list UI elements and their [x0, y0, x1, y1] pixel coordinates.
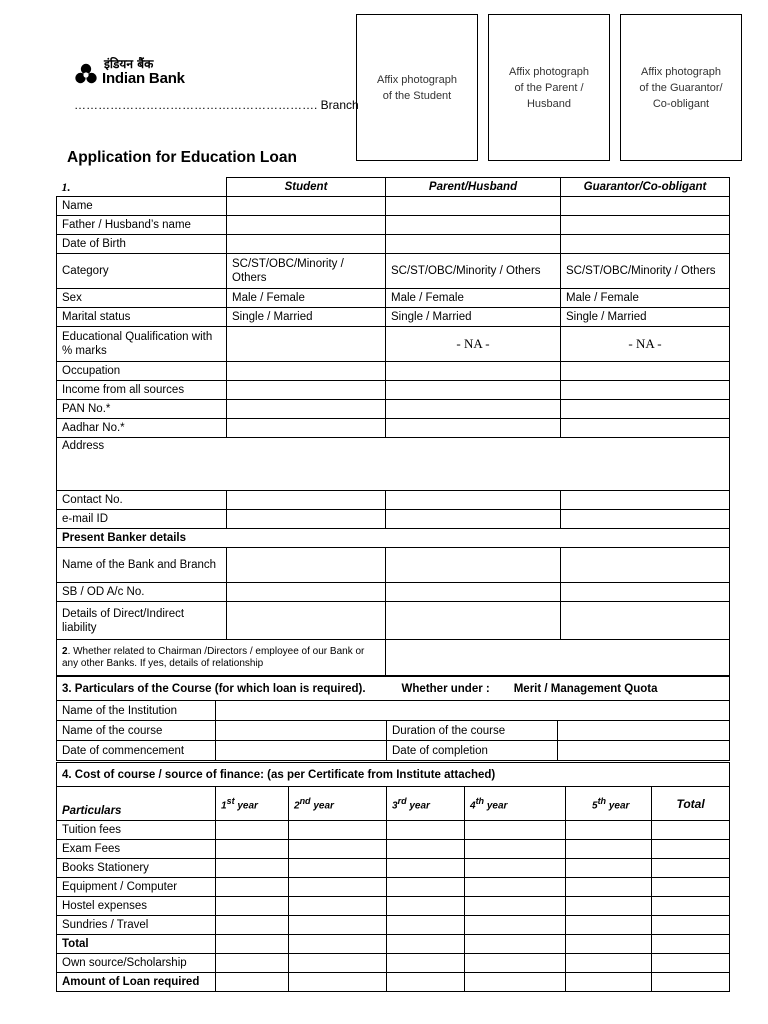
father-parent-cell[interactable]: [386, 216, 561, 235]
sex-guarantor-cell[interactable]: Male / Female: [561, 289, 730, 308]
cost-cell[interactable]: [566, 859, 652, 878]
field-label: Address: [62, 440, 105, 452]
table-row: [57, 548, 730, 583]
field-label: Tuition fees: [57, 821, 216, 840]
cost-cell[interactable]: [465, 840, 566, 859]
applicant-details-table: [56, 177, 730, 640]
cost-cell[interactable]: [465, 973, 566, 992]
year-4-header: 4th year: [465, 787, 566, 821]
education-guarantor-na: - NA -: [561, 327, 730, 362]
sex-parent-cell[interactable]: Male / Female: [386, 289, 561, 308]
photo-box-guarantor[interactable]: Affix photograph of the Guarantor/ Co-obligant: [620, 14, 742, 161]
cost-cell[interactable]: [566, 916, 652, 935]
present-banker-heading: Present Banker details: [57, 529, 730, 548]
cost-cell[interactable]: [566, 840, 652, 859]
field-label: Sex: [57, 289, 227, 308]
cost-cell[interactable]: [289, 840, 387, 859]
cost-cell[interactable]: [216, 897, 289, 916]
table-row: [57, 491, 730, 510]
address-cell[interactable]: [57, 438, 730, 491]
completion-cell[interactable]: [558, 741, 730, 761]
total-header: Total: [652, 787, 730, 821]
bank-guarantor-cell[interactable]: [561, 548, 730, 583]
cost-cell[interactable]: [387, 840, 465, 859]
table-row: [57, 701, 730, 721]
occupation-student-cell[interactable]: [227, 362, 386, 381]
cost-cell[interactable]: [465, 935, 566, 954]
table-row: [57, 821, 730, 840]
cost-cell[interactable]: [465, 821, 566, 840]
field-label: Own source/Scholarship: [57, 954, 216, 973]
total-row-label: Total: [57, 935, 216, 954]
institution-cell[interactable]: [216, 701, 730, 721]
sbod-student-cell[interactable]: [227, 583, 386, 602]
liability-parent-cell[interactable]: [386, 602, 561, 640]
cost-cell[interactable]: [566, 973, 652, 992]
cost-cell[interactable]: [216, 954, 289, 973]
cost-cell[interactable]: [652, 878, 730, 897]
table-row: [57, 602, 730, 640]
table-row: [57, 741, 730, 761]
cost-cell[interactable]: [566, 897, 652, 916]
table-row: [57, 640, 730, 676]
email-parent-cell[interactable]: [386, 510, 561, 529]
category-guarantor-cell[interactable]: SC/ST/OBC/Minority / Others: [561, 254, 730, 289]
sbod-guarantor-cell[interactable]: [561, 583, 730, 602]
name-guarantor-cell[interactable]: [561, 197, 730, 216]
sbod-parent-cell[interactable]: [386, 583, 561, 602]
bank-logo: [74, 56, 204, 92]
field-label: Equipment / Computer: [57, 878, 216, 897]
section3-heading: 3. Particulars of the Course (for which loan is required). Whether under : Merit / Management Quota: [57, 677, 730, 701]
field-label: Books Stationery: [57, 859, 216, 878]
particulars-header: Particulars: [57, 787, 216, 821]
cost-cell[interactable]: [216, 935, 289, 954]
cost-of-course-table: [56, 762, 730, 992]
cost-cell[interactable]: [387, 916, 465, 935]
table-row: [57, 529, 730, 548]
liability-guarantor-cell[interactable]: [561, 602, 730, 640]
section4-heading: 4. Cost of course / source of finance: (as per Certificate from Institute attached): [57, 763, 730, 787]
field-label: Name of the course: [57, 721, 216, 741]
table-row: [57, 254, 730, 289]
table-row: [57, 878, 730, 897]
year-5-header: 5th year: [566, 787, 652, 821]
income-student-cell[interactable]: [227, 381, 386, 400]
field-label: Name: [57, 197, 227, 216]
course-particulars-table: [56, 676, 730, 761]
marital-guarantor-cell[interactable]: Single / Married: [561, 308, 730, 327]
table-row: [57, 763, 730, 787]
cost-cell[interactable]: [465, 897, 566, 916]
branch-line[interactable]: ……………………………………………………. Branch: [74, 98, 359, 112]
marital-student-cell[interactable]: Single / Married: [227, 308, 386, 327]
table-row: [57, 897, 730, 916]
cost-cell[interactable]: [387, 821, 465, 840]
cost-cell[interactable]: [289, 954, 387, 973]
field-label: Category: [57, 254, 227, 289]
cost-cell[interactable]: [652, 859, 730, 878]
cost-cell[interactable]: [652, 973, 730, 992]
dob-guarantor-cell[interactable]: [561, 235, 730, 254]
income-guarantor-cell[interactable]: [561, 381, 730, 400]
field-label: Duration of the course: [387, 721, 558, 741]
field-label: Father / Husband’s name: [57, 216, 227, 235]
field-label: PAN No.*: [57, 400, 227, 419]
cost-cell[interactable]: [216, 840, 289, 859]
cost-cell[interactable]: [289, 878, 387, 897]
dob-parent-cell[interactable]: [386, 235, 561, 254]
table-row: [57, 973, 730, 992]
col-student: Student: [227, 178, 386, 197]
cost-cell[interactable]: [566, 954, 652, 973]
page-title: Application for Education Loan: [67, 149, 297, 166]
cost-cell[interactable]: [289, 973, 387, 992]
field-label: e-mail ID: [57, 510, 227, 529]
name-parent-cell[interactable]: [386, 197, 561, 216]
cost-cell[interactable]: [652, 840, 730, 859]
table-header-row: [57, 787, 730, 821]
cost-cell[interactable]: [387, 935, 465, 954]
table-row: [57, 419, 730, 438]
cost-cell[interactable]: [465, 878, 566, 897]
cost-cell[interactable]: [289, 859, 387, 878]
category-parent-cell[interactable]: SC/ST/OBC/Minority / Others: [386, 254, 561, 289]
cost-cell[interactable]: [387, 954, 465, 973]
relationship-question: 2. Whether related to Chairman /Directors / employee of our Bank or any other Banks. If yes, details of relationship: [57, 640, 386, 676]
cost-cell[interactable]: [652, 916, 730, 935]
field-label: SB / OD A/c No.: [57, 583, 227, 602]
cost-cell[interactable]: [566, 935, 652, 954]
relationship-answer-cell[interactable]: [386, 640, 730, 676]
cost-cell[interactable]: [465, 916, 566, 935]
email-guarantor-cell[interactable]: [561, 510, 730, 529]
cost-cell[interactable]: [465, 954, 566, 973]
cost-cell[interactable]: [216, 916, 289, 935]
name-student-cell[interactable]: [227, 197, 386, 216]
field-label: Date of commencement: [57, 741, 216, 761]
photo-box-student[interactable]: Affix photograph of the Student: [356, 14, 478, 161]
cost-cell[interactable]: [387, 859, 465, 878]
aadhar-student-cell[interactable]: [227, 419, 386, 438]
table-row: [57, 216, 730, 235]
cost-cell[interactable]: [652, 821, 730, 840]
table-row: [57, 840, 730, 859]
cost-cell[interactable]: [216, 973, 289, 992]
table-row: [57, 677, 730, 701]
field-label: Date of Birth: [57, 235, 227, 254]
table-row: [57, 859, 730, 878]
occupation-guarantor-cell[interactable]: [561, 362, 730, 381]
quota-selector[interactable]: Merit / Management Quota: [513, 682, 658, 695]
relationship-table: [56, 639, 730, 676]
bank-name: Indian Bank: [102, 70, 185, 87]
field-label: Sundries / Travel: [57, 916, 216, 935]
field-label: Name of the Bank and Branch: [57, 548, 227, 583]
pan-parent-cell[interactable]: [386, 400, 561, 419]
cost-cell[interactable]: [216, 878, 289, 897]
bank-name-hindi: इंडियन बैंक: [104, 57, 154, 71]
field-label: Income from all sources: [57, 381, 227, 400]
table-row: [57, 721, 730, 741]
table-row: [57, 327, 730, 362]
field-label: Name of the Institution: [57, 701, 216, 721]
cost-cell[interactable]: [289, 897, 387, 916]
table-row: [57, 583, 730, 602]
field-label: Hostel expenses: [57, 897, 216, 916]
table-row: [57, 289, 730, 308]
table-row: [57, 362, 730, 381]
commencement-cell[interactable]: [216, 741, 387, 761]
table-row: [57, 510, 730, 529]
cost-cell[interactable]: [216, 859, 289, 878]
year-2-header: 2nd year: [289, 787, 387, 821]
cost-cell[interactable]: [387, 973, 465, 992]
cost-cell[interactable]: [652, 897, 730, 916]
table-row: [57, 235, 730, 254]
table-row: [57, 954, 730, 973]
bank-parent-cell[interactable]: [386, 548, 561, 583]
father-guarantor-cell[interactable]: [561, 216, 730, 235]
bank-student-cell[interactable]: [227, 548, 386, 583]
field-label: Details of Direct/Indirect liability: [57, 602, 227, 640]
table-row: [57, 197, 730, 216]
bank-emblem-icon: [74, 62, 98, 86]
year-1-header: 1st year: [216, 787, 289, 821]
occupation-parent-cell[interactable]: [386, 362, 561, 381]
aadhar-parent-cell[interactable]: [386, 419, 561, 438]
cost-cell[interactable]: [652, 935, 730, 954]
cost-cell[interactable]: [289, 821, 387, 840]
pan-student-cell[interactable]: [227, 400, 386, 419]
marital-parent-cell[interactable]: Single / Married: [386, 308, 561, 327]
sex-student-cell[interactable]: Male / Female: [227, 289, 386, 308]
cost-cell[interactable]: [566, 878, 652, 897]
cost-cell[interactable]: [387, 897, 465, 916]
table-row: [57, 400, 730, 419]
duration-cell[interactable]: [558, 721, 730, 741]
col-parent: Parent/Husband: [386, 178, 561, 197]
photo-box-parent[interactable]: Affix photograph of the Parent / Husband: [488, 14, 610, 161]
loan-required-label: Amount of Loan required: [57, 973, 216, 992]
table-row: [57, 935, 730, 954]
field-label: Exam Fees: [57, 840, 216, 859]
contact-guarantor-cell[interactable]: [561, 491, 730, 510]
field-label: Contact No.: [57, 491, 227, 510]
education-student-cell[interactable]: [227, 327, 386, 362]
dob-student-cell[interactable]: [227, 235, 386, 254]
cost-cell[interactable]: [465, 859, 566, 878]
col-guarantor: Guarantor/Co-obligant: [561, 178, 730, 197]
table-header-row: [57, 178, 730, 197]
income-parent-cell[interactable]: [386, 381, 561, 400]
father-student-cell[interactable]: [227, 216, 386, 235]
contact-parent-cell[interactable]: [386, 491, 561, 510]
field-label: Date of completion: [387, 741, 558, 761]
cost-cell[interactable]: [289, 935, 387, 954]
table-row: [57, 381, 730, 400]
cost-cell[interactable]: [566, 821, 652, 840]
pan-guarantor-cell[interactable]: [561, 400, 730, 419]
liability-student-cell[interactable]: [227, 602, 386, 640]
year-3-header: 3rd year: [387, 787, 465, 821]
section-number: 1.: [57, 178, 227, 197]
contact-student-cell[interactable]: [227, 491, 386, 510]
email-student-cell[interactable]: [227, 510, 386, 529]
field-label: Occupation: [57, 362, 227, 381]
table-row: [57, 308, 730, 327]
category-student-cell[interactable]: SC/ST/OBC/Minority / Others: [227, 254, 386, 289]
education-parent-na: - NA -: [386, 327, 561, 362]
aadhar-guarantor-cell[interactable]: [561, 419, 730, 438]
field-label: Marital status: [57, 308, 227, 327]
table-row: [57, 438, 730, 491]
course-cell[interactable]: [216, 721, 387, 741]
cost-cell[interactable]: [216, 821, 289, 840]
table-row: [57, 916, 730, 935]
cost-cell[interactable]: [652, 954, 730, 973]
cost-cell[interactable]: [289, 916, 387, 935]
cost-cell[interactable]: [387, 878, 465, 897]
field-label: Educational Qualification with % marks: [57, 327, 227, 362]
field-label: Aadhar No.*: [57, 419, 227, 438]
